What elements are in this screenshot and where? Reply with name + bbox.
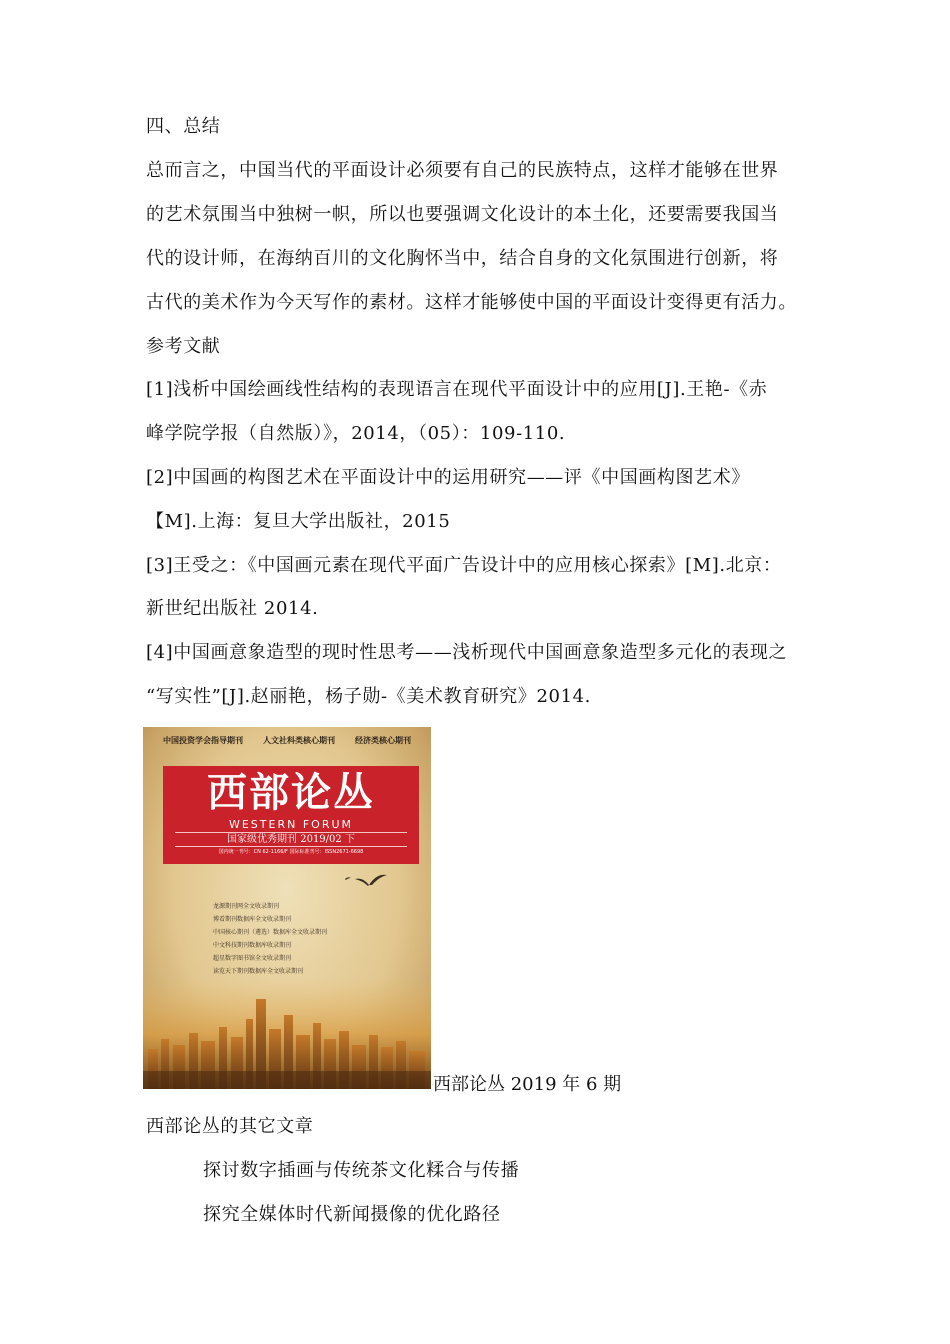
birds-icon: [339, 867, 399, 897]
city-skyline-graphic: [143, 979, 431, 1089]
cover-tag: 人文社科类核心期刊: [263, 736, 335, 745]
cover-english-title: WESTERN FORUM: [228, 818, 354, 831]
article-link[interactable]: 探讨数字插画与传统茶文化糅合与传播: [203, 1160, 520, 1181]
reference-line: 新世纪出版社 2014.: [146, 598, 319, 619]
cover-database-item: 龙源期刊网全文收录期刊: [213, 903, 280, 910]
cover-database-item: 中国核心期刊（遴选）数据库全文收录期刊: [213, 929, 328, 936]
cover-database-item: 读览天下期刊数据库全文收录期刊: [213, 968, 304, 975]
reference-line: [2]中国画的构图艺术在平面设计中的运用研究——评《中国画构图艺术》: [146, 467, 750, 488]
cover-issn-line: 国内统一刊号：CN 62-1166/F 国际标准刊号：ISSN2671-6698: [218, 849, 364, 855]
cover-issue-banner: 国家级优秀期刊 2019/02 下: [175, 832, 407, 847]
summary-line: 总而言之，中国当代的平面设计必须要有自己的民族特点，这样才能够在世界: [146, 160, 779, 181]
cover-title-banner: [163, 766, 419, 864]
cover-database-item: 超星数字图书馆全文收录期刊: [213, 955, 292, 962]
reference-line: [1]浅析中国绘画线性结构的表现语言在现代平面设计中的应用[J].王艳-《赤: [146, 379, 768, 400]
reference-line: [3]王受之：《中国画元素在现代平面广告设计中的应用核心探索》[M].北京：: [146, 555, 782, 576]
journal-cover-image: [143, 727, 431, 1089]
references-heading: 参考文献: [146, 336, 221, 357]
reference-line: 【M].上海：复旦大学出版社，2015: [146, 511, 451, 532]
summary-line: 代的设计师，在海纳百川的文化胸怀当中，结合自身的文化氛围进行创新，将: [146, 248, 779, 269]
cover-title: 西部论丛: [207, 769, 375, 816]
other-articles-heading: 西部论丛的其它文章: [146, 1116, 314, 1137]
cover-caption: 西部论丛 2019 年 6 期: [433, 1074, 622, 1095]
cover-tag: 中国投资学会指导期刊: [163, 736, 243, 745]
cover-database-item: 博看期刊数据库全文收录期刊: [213, 916, 292, 923]
cover-top-tags: [143, 735, 431, 746]
cover-database-list: [213, 900, 327, 978]
article-link[interactable]: 探究全媒体时代新闻摄像的优化路径: [203, 1204, 501, 1225]
cover-database-item: 中文科技期刊数据库收录期刊: [213, 942, 292, 949]
reference-line: 峰学院学报（自然版）》，2014，（05）：109-110.: [146, 423, 566, 444]
summary-line: 的艺术氛围当中独树一帜，所以也要强调文化设计的本土化，还要需要我国当: [146, 204, 779, 225]
cover-tag: 经济类核心期刊: [355, 736, 411, 745]
section-heading: 四、总结: [146, 116, 221, 137]
summary-line: 古代的美术作为今天写作的素材。这样才能够使中国的平面设计变得更有活力。: [146, 292, 797, 313]
reference-line: [4]中国画意象造型的现时性思考——浅析现代中国画意象造型多元化的表现之: [146, 642, 788, 663]
reference-line: “写实性”[J].赵丽艳，杨子勋-《美术教育研究》2014.: [146, 686, 591, 707]
